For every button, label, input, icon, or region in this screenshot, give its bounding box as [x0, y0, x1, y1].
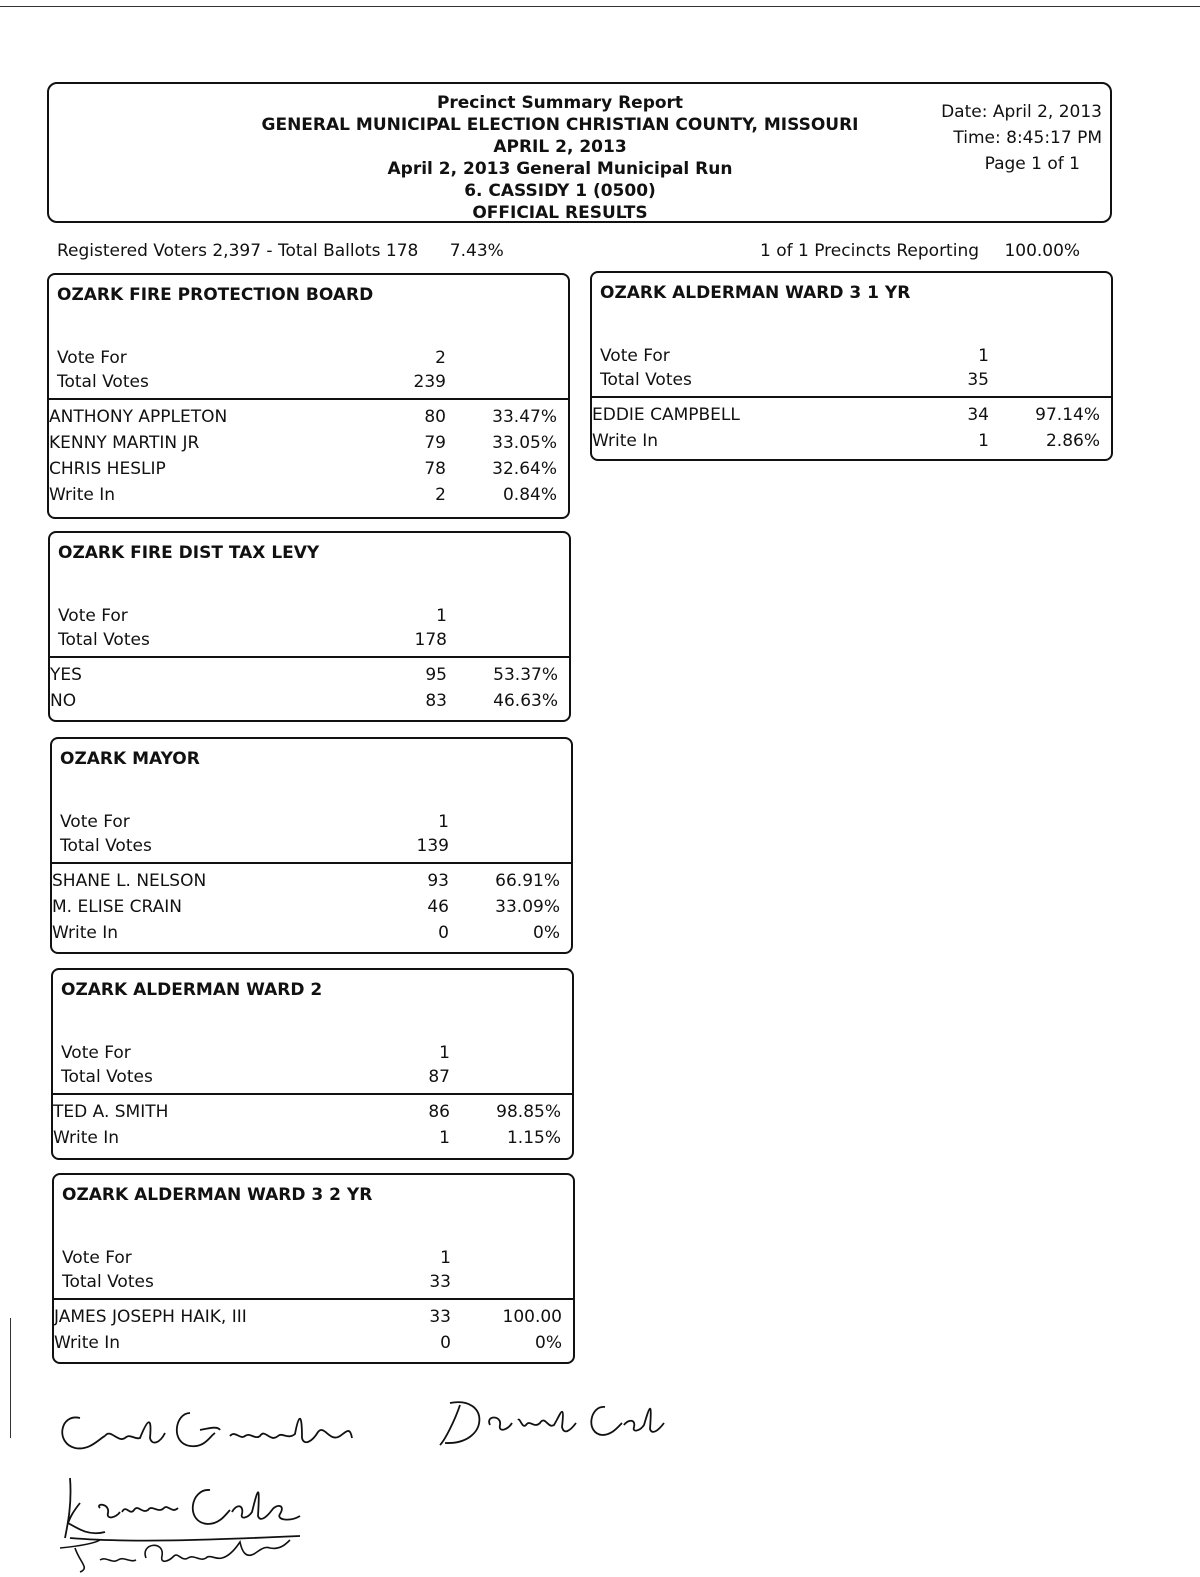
candidate-name: Write In	[53, 1128, 120, 1148]
precinct-name: 6. CASSIDY 1 (0500)	[464, 181, 656, 201]
race-divider	[48, 656, 571, 658]
total-votes-value: 35	[967, 370, 989, 390]
vote-for-label: Vote For	[62, 1248, 132, 1268]
total-votes-value: 87	[428, 1067, 450, 1087]
report-time: Time: 8:45:17 PM	[953, 128, 1102, 148]
total-votes-label: Total Votes	[57, 372, 149, 392]
report-header	[47, 82, 1112, 223]
precincts-summary	[760, 241, 1080, 261]
candidate-votes: 79	[424, 433, 446, 453]
candidate-name: EDDIE CAMPBELL	[592, 405, 740, 425]
candidate-name: YES	[50, 665, 82, 685]
candidate-name: KENNY MARTIN JR	[49, 433, 200, 453]
candidate-name: Write In	[49, 485, 116, 505]
candidate-percent: 0.84%	[502, 485, 557, 505]
candidate-votes: 46	[427, 897, 449, 917]
race-divider	[50, 862, 573, 864]
turnout-percent: 7.43%	[449, 241, 504, 261]
race-title: OZARK FIRE PROTECTION BOARD	[57, 285, 374, 305]
candidate-votes: 0	[440, 1333, 451, 1353]
candidate-percent: 1.15%	[506, 1128, 561, 1148]
header-meta	[941, 99, 1102, 177]
signature-carl-essuth	[40, 1388, 370, 1468]
candidate-name: Write In	[54, 1333, 121, 1353]
candidate-votes: 1	[439, 1128, 450, 1148]
vote-for-value: 1	[978, 346, 989, 366]
precincts-percent: 100.00%	[1004, 241, 1081, 261]
vote-for-label: Vote For	[58, 606, 128, 626]
race-title: OZARK FIRE DIST TAX LEVY	[58, 543, 320, 563]
candidate-name: M. ELISE CRAIN	[52, 897, 182, 917]
candidate-name: NO	[50, 691, 77, 711]
candidate-votes: 0	[438, 923, 449, 943]
race-title: OZARK MAYOR	[60, 749, 200, 769]
total-votes-value: 239	[413, 372, 446, 392]
election-name: GENERAL MUNICIPAL ELECTION CHRISTIAN COUNTY, MISSOURI	[261, 115, 859, 135]
election-date: APRIL 2, 2013	[493, 137, 627, 157]
candidate-percent: 2.86%	[1045, 431, 1100, 451]
candidate-name: CHRIS HESLIP	[49, 459, 166, 479]
race-box	[52, 1173, 575, 1364]
report-title: Precinct Summary Report	[436, 93, 684, 113]
signature-david-cole	[430, 1385, 690, 1455]
vote-for-label: Vote For	[57, 348, 127, 368]
candidate-percent: 66.91%	[495, 871, 560, 891]
race-divider	[47, 398, 570, 400]
candidate-name: SHANE L. NELSON	[52, 871, 207, 891]
candidate-votes: 93	[427, 871, 449, 891]
total-votes-label: Total Votes	[62, 1272, 154, 1292]
report-date: Date: April 2, 2013	[941, 102, 1102, 122]
candidate-votes: 95	[425, 665, 447, 685]
race-divider	[590, 396, 1113, 398]
margin-mark	[10, 1318, 11, 1438]
total-votes-label: Total Votes	[58, 630, 150, 650]
total-votes-value: 178	[414, 630, 447, 650]
candidate-votes: 78	[424, 459, 446, 479]
ballot-summary	[57, 241, 504, 261]
candidate-percent: 0%	[535, 1333, 562, 1353]
total-votes-label: Total Votes	[61, 1067, 153, 1087]
race-box	[47, 273, 570, 519]
race-title: OZARK ALDERMAN WARD 2	[61, 980, 323, 1000]
candidate-percent: 98.85%	[496, 1102, 561, 1122]
header-titles	[49, 92, 1071, 224]
total-votes-label: Total Votes	[60, 836, 152, 856]
race-divider	[51, 1093, 574, 1095]
vote-for-label: Vote For	[600, 346, 670, 366]
race-box	[50, 737, 573, 954]
vote-for-value: 1	[438, 812, 449, 832]
vote-for-label: Vote For	[61, 1043, 131, 1063]
run-name: April 2, 2013 General Municipal Run	[387, 159, 733, 179]
race-box	[48, 531, 571, 722]
total-votes-value: 33	[429, 1272, 451, 1292]
vote-for-value: 1	[440, 1248, 451, 1268]
race-box	[51, 968, 574, 1160]
candidate-percent: 33.47%	[492, 407, 557, 427]
candidate-percent: 100.00	[502, 1307, 562, 1327]
race-box	[590, 271, 1113, 461]
total-votes-value: 139	[416, 836, 449, 856]
candidate-votes: 34	[967, 405, 989, 425]
candidate-name: ANTHONY APPLETON	[49, 407, 228, 427]
candidate-percent: 32.64%	[492, 459, 557, 479]
vote-for-value: 1	[439, 1043, 450, 1063]
candidate-percent: 0%	[533, 923, 560, 943]
candidate-votes: 86	[428, 1102, 450, 1122]
candidate-votes: 80	[424, 407, 446, 427]
results-status: OFFICIAL RESULTS	[472, 203, 648, 223]
candidate-votes: 83	[425, 691, 447, 711]
candidate-votes: 2	[435, 485, 446, 505]
candidate-votes: 1	[978, 431, 989, 451]
race-title: OZARK ALDERMAN WARD 3 2 YR	[62, 1185, 373, 1205]
candidate-name: Write In	[52, 923, 119, 943]
race-divider	[52, 1298, 575, 1300]
page-number: Page 1 of 1	[984, 154, 1080, 174]
race-title: OZARK ALDERMAN WARD 3 1 YR	[600, 283, 911, 303]
candidate-name: JAMES JOSEPH HAIK, III	[54, 1307, 247, 1327]
candidate-percent: 33.05%	[492, 433, 557, 453]
candidate-votes: 33	[429, 1307, 451, 1327]
vote-for-label: Vote For	[60, 812, 130, 832]
total-votes-label: Total Votes	[600, 370, 692, 390]
vote-for-value: 1	[436, 606, 447, 626]
registered-ballots: Registered Voters 2,397 - Total Ballots 178	[57, 241, 419, 261]
signature-karen-cole	[50, 1468, 330, 1577]
candidate-percent: 33.09%	[495, 897, 560, 917]
candidate-name: TED A. SMITH	[53, 1102, 169, 1122]
vote-for-value: 2	[435, 348, 446, 368]
candidate-percent: 46.63%	[493, 691, 558, 711]
candidate-name: Write In	[592, 431, 659, 451]
page-top-rule	[0, 6, 1200, 7]
candidate-percent: 53.37%	[493, 665, 558, 685]
precincts-reporting: 1 of 1 Precincts Reporting	[760, 241, 980, 261]
candidate-percent: 97.14%	[1035, 405, 1100, 425]
